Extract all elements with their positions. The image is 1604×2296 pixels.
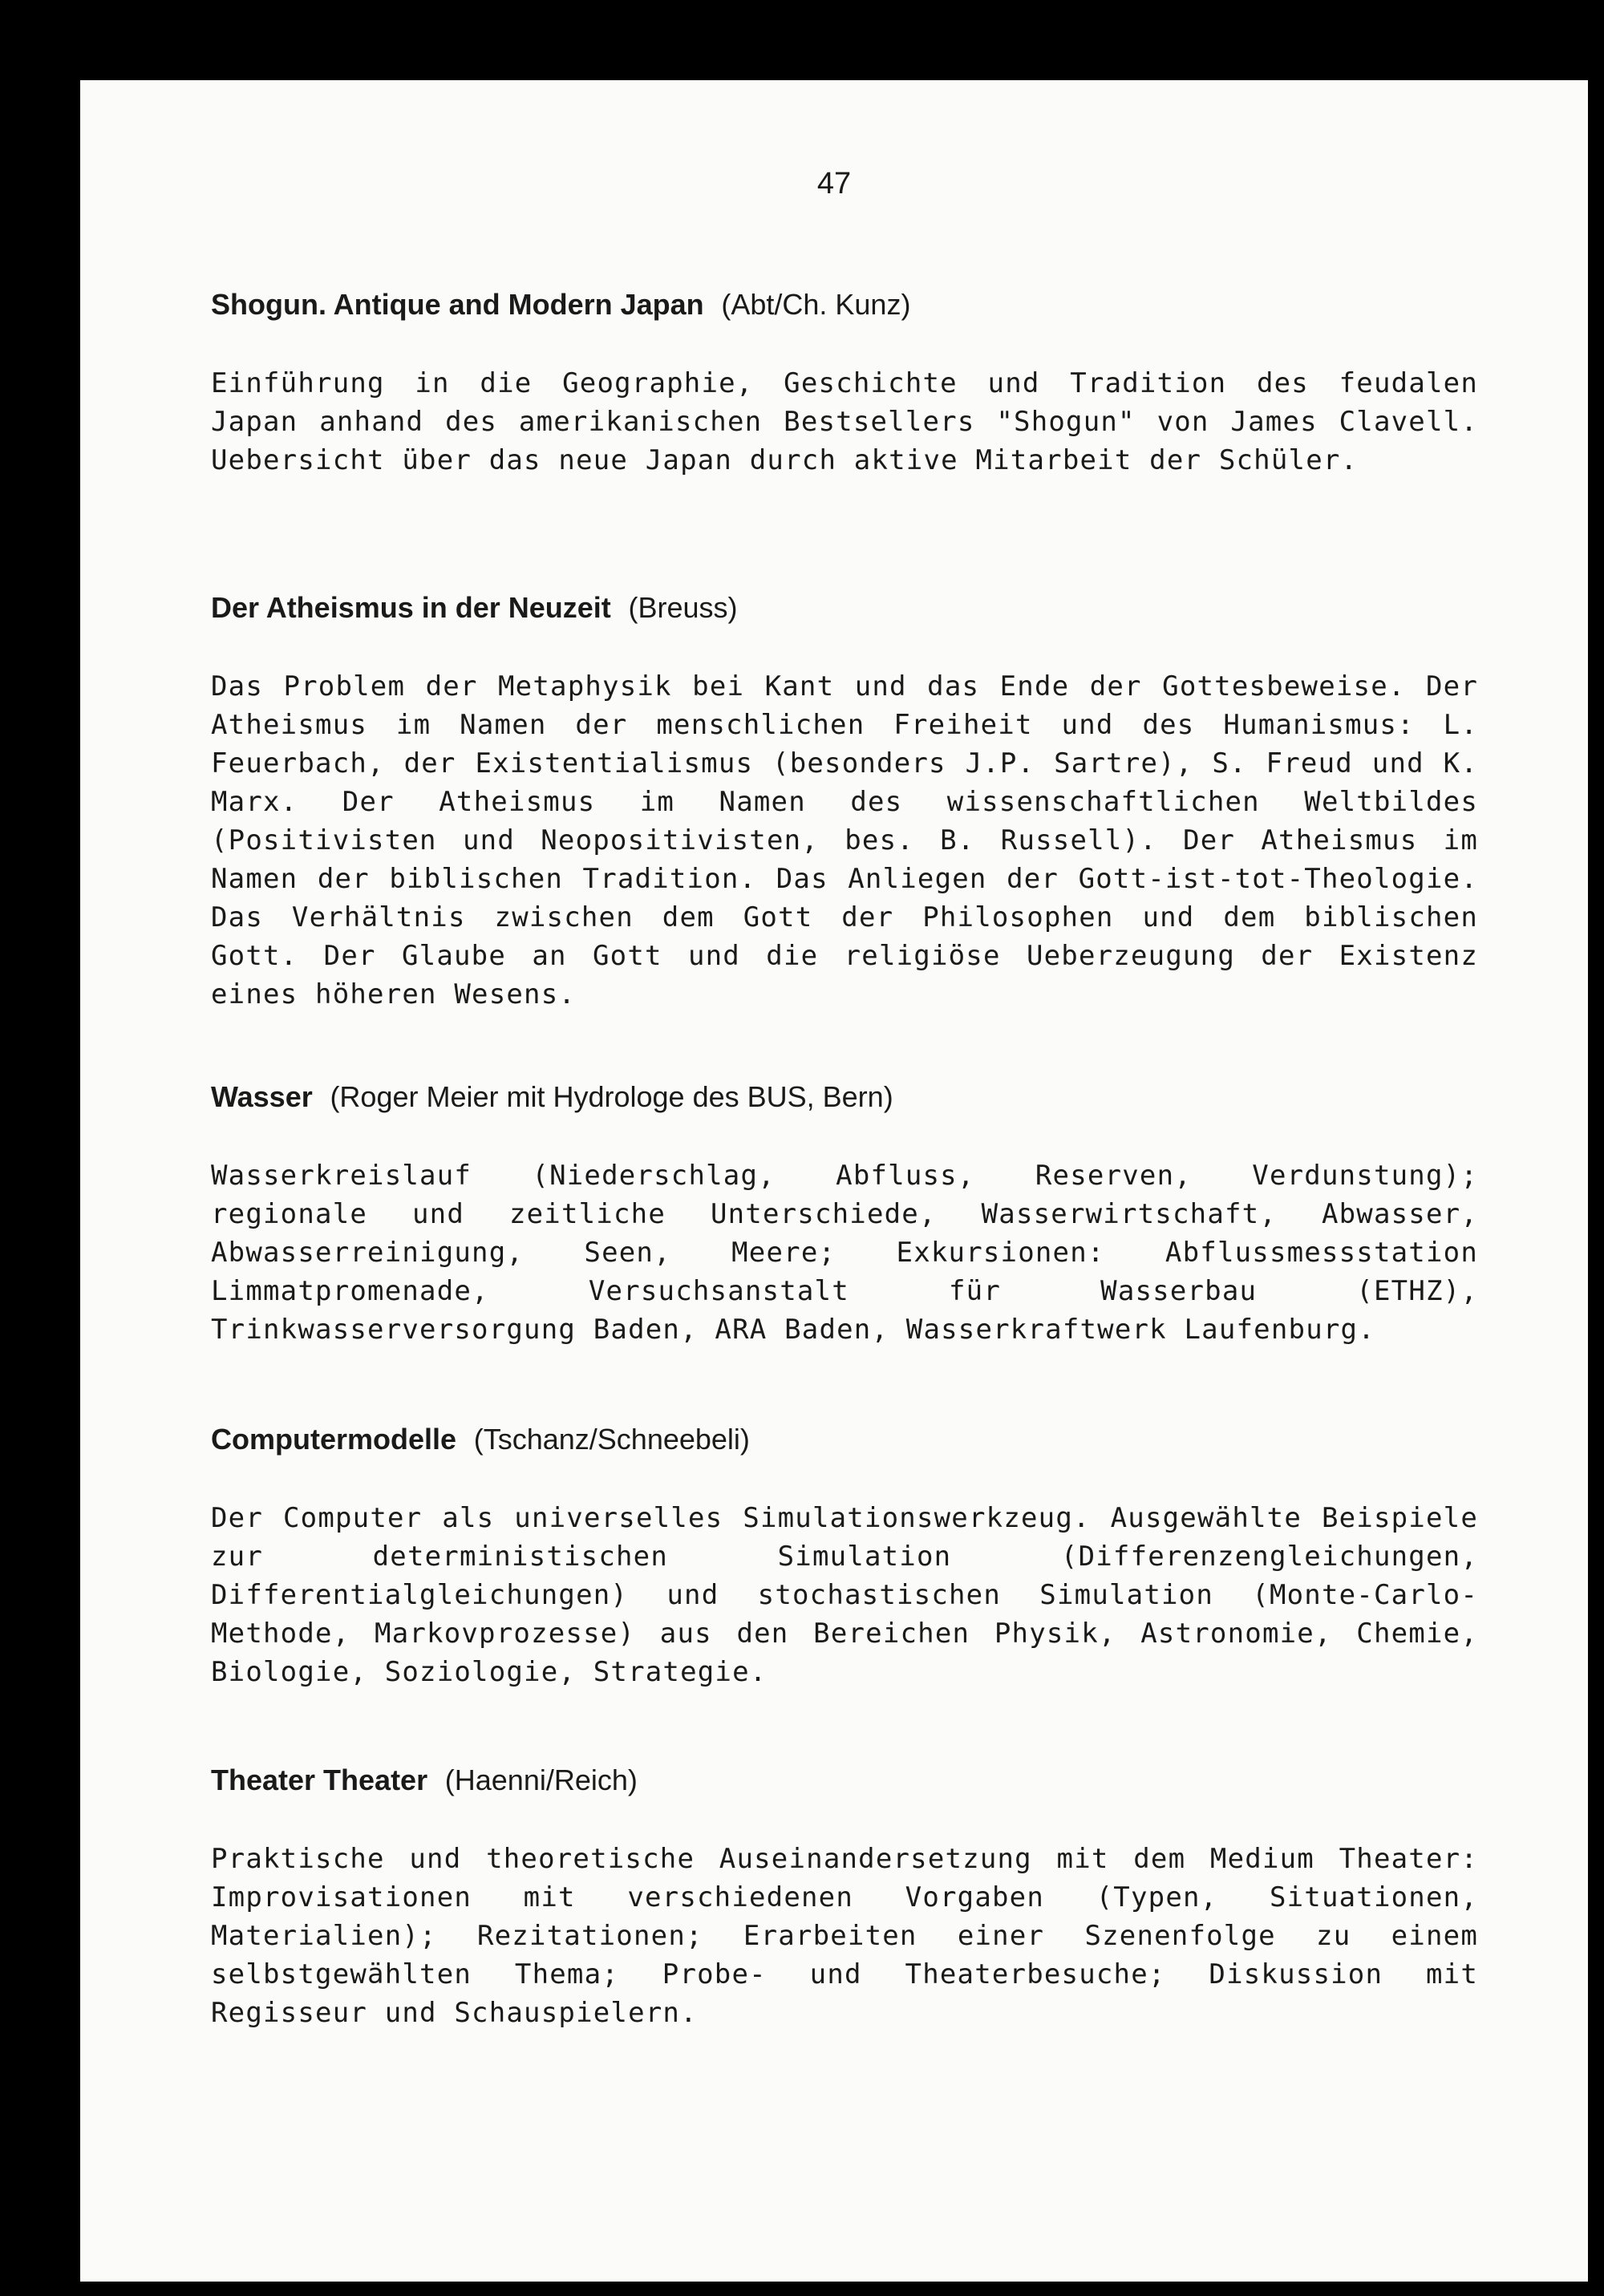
section-title: Shogun. Antique and Modern Japan <box>211 288 704 321</box>
section-heading <box>211 1419 1478 1460</box>
section-author: (Breuss) <box>628 591 738 624</box>
section-title: Der Atheismus in der Neuzeit <box>211 591 611 624</box>
section-description: Einführung in die Geographie, Geschichte und Tradition des feudalen Japan anhand des amerikanischen Bestsellers "Shogun" von James Clavell. Uebersicht über das neue Japan durch aktive Mitarbeit der Schüler. <box>211 367 1478 476</box>
section-description: Praktische und theoretische Auseinandersetzung mit dem Medium Theater: Improvisationen mit verschiedenen Vorgaben (Typen, Situationen, Materialien); Rezitationen; Erarbeiten einer Szenenfolge zu einem selbstgewählten Thema; Probe- und Theaterbesuche; Diskussion mit Regisseur und Schauspielern. <box>211 1843 1478 2029</box>
section-description: Das Problem der Metaphysik bei Kant und das Ende der Gottesbeweise. Der Atheismus im Namen der menschlichen Freiheit und des Humanismus: L. Feuerbach, der Existentialismus (besonders J.P. Sartre), S. Freud und K. Marx. Der Atheismus im Namen des wissenschaftlichen Weltbildes (Positivisten und Neopositivisten, bes. B. Russell). Der Atheismus im Namen der biblischen Tradition. Das Anliegen der Gott-ist-tot-Theologie. Das Verhältnis zwischen dem Gott der Philosophen und dem biblischen Gott. Der Glaube an Gott und die religiöse Ueberzeugung der Existenz eines höheren Wesens. <box>211 670 1478 1010</box>
section-author: (Abt/Ch. Kunz) <box>721 288 911 321</box>
section-heading <box>211 1077 1478 1118</box>
course-section-atheismus <box>211 588 1478 1014</box>
section-author: (Haenni/Reich) <box>444 1764 638 1796</box>
section-author: (Roger Meier mit Hydrologe des BUS, Bern) <box>330 1080 893 1113</box>
document-page <box>80 80 1588 2282</box>
section-title: Wasser <box>211 1080 313 1113</box>
course-section-theater <box>211 1760 1478 2032</box>
course-section-wasser <box>211 1077 1478 1349</box>
section-author: (Tschanz/Schneebeli) <box>473 1423 750 1456</box>
section-description: Wasserkreislauf (Niederschlag, Abfluss, Reserven, Verdunstung); regionale und zeitliche Unterschiede, Wasserwirtschaft, Abwasser, Abwasserreinigung, Seen, Meere; Exkursionen: Abflussmessstation Limmatpromenade, Versuchsanstalt für Wasserbau (ETHZ), Trinkwasserversorgung Baden, ARA Baden, Wasserkraftwerk Laufenburg. <box>211 1160 1478 1346</box>
course-section-computermodelle <box>211 1419 1478 1691</box>
section-title: Computermodelle <box>211 1423 457 1456</box>
section-heading <box>211 588 1478 629</box>
section-heading <box>211 285 1478 326</box>
section-description: Der Computer als universelles Simulationswerkzeug. Ausgewählte Beispiele zur deterministischen Simulation (Differenzengleichungen, Differentialgleichungen) und stochastischen Simulation (Monte-Carlo-Methode, Markovprozesse) aus den Bereichen Physik, Astronomie, Chemie, Biologie, Soziologie, Strategie. <box>211 1502 1478 1688</box>
course-section-shogun <box>211 285 1478 480</box>
page-number: 47 <box>816 167 852 200</box>
section-heading <box>211 1760 1478 1801</box>
section-title: Theater Theater <box>211 1764 428 1796</box>
